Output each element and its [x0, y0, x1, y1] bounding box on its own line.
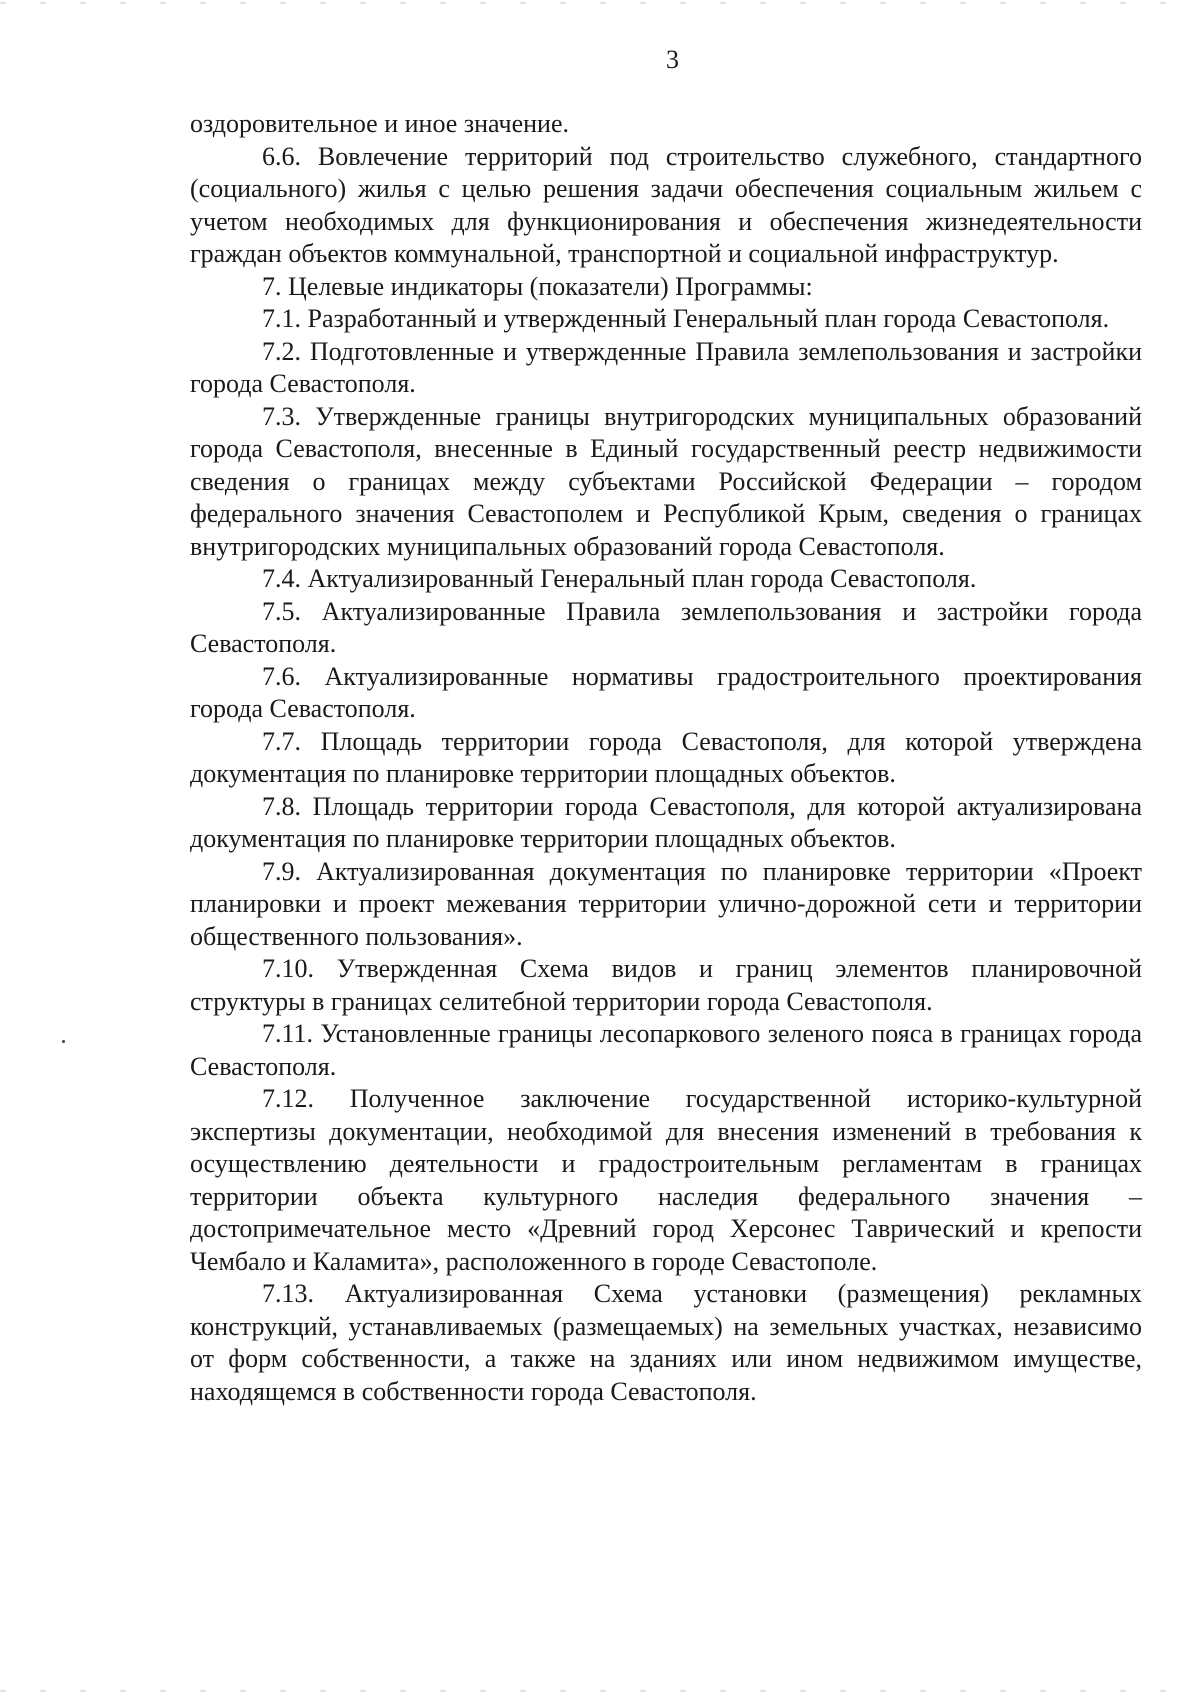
- paragraph-7-12: 7.12. Полученное заключение государственной историко-культурной экспертизы документации, необходимой для внесения изменений в требования к осуществлению деятельности и градостроительным регламентам в границах территории объекта культурного наследия федерального значения – достопримечательное место «Древний город Херсонес Таврический и крепости Чембало и Каламита», расположенного в городе Севастополе.: [190, 1084, 1142, 1276]
- paragraph-7-8: 7.8. Площадь территории города Севастополя, для которой актуализирована документация по планировке территории площадных объектов.: [190, 791, 1142, 853]
- paragraph-7-5: 7.5. Актуализированные Правила землепользования и застройки города Севастополя.: [190, 596, 1142, 658]
- scan-edge-bottom: [0, 1690, 1200, 1692]
- scan-speck: [62, 1040, 65, 1043]
- page-number: 3: [666, 45, 679, 74]
- paragraph-7-13: 7.13. Актуализированная Схема установки (размещения) рекламных конструкций, устанавливаемых (размещаемых) на земельных участках, независимо от форм собственности, а также на зданиях или ином недвижимом имуществе, находящемся в собственности города Севастополя.: [190, 1279, 1142, 1406]
- paragraph-7-9: 7.9. Актуализированная документация по планировке территории «Проект планировки и проект межевания территории улично-дорожной сети и территории общественного пользования».: [190, 856, 1142, 951]
- paragraph-7-1: 7.1. Разработанный и утвержденный Генеральный план города Севастополя.: [262, 304, 1110, 333]
- paragraph-7-3: 7.3. Утвержденные границы внутригородских муниципальных образований города Севастополя, внесенные в Единый государственный реестр недвижимости сведения о границах между субъектами Российской Федерации – городом федерального значения Севастополем и Республикой Крым, сведения о границах внутригородских муниципальных образований города Севастополя.: [190, 401, 1142, 561]
- paragraph-7-2: 7.2. Подготовленные и утвержденные Правила землепользования и застройки города Севастополя.: [190, 336, 1142, 398]
- paragraph-7-11: 7.11. Установленные границы лесопаркового зеленого пояса в границах города Севастополя.: [190, 1019, 1142, 1081]
- paragraph-7-7: 7.7. Площадь территории города Севастополя, для которой утверждена документация по планировке территории площадных объектов.: [190, 726, 1142, 788]
- document-body: [190, 108, 1142, 1408]
- paragraph-7-6: 7.6. Актуализированные нормативы градостроительного проектирования города Севастополя.: [190, 661, 1142, 723]
- paragraph: оздоровительное и иное значение.: [190, 109, 569, 138]
- paragraph-7-4: 7.4. Актуализированный Генеральный план города Севастополя.: [262, 564, 977, 593]
- section-heading-7: 7. Целевые индикаторы (показатели) Программы:: [262, 271, 813, 301]
- scan-edge-top: [0, 2, 1200, 4]
- paragraph-7-10: 7.10. Утвержденная Схема видов и границ элементов планировочной структуры в границах селитебной территории города Севастополя.: [190, 954, 1142, 1016]
- paragraph-6-6: 6.6. Вовлечение территорий под строительство служебного, стандартного (социального) жилья с целью решения задачи обеспечения социальным жильем с учетом необходимых для функционирования и обеспечения жизнедеятельности граждан объектов коммунальной, транспортной и социальной инфраструктур.: [190, 141, 1142, 268]
